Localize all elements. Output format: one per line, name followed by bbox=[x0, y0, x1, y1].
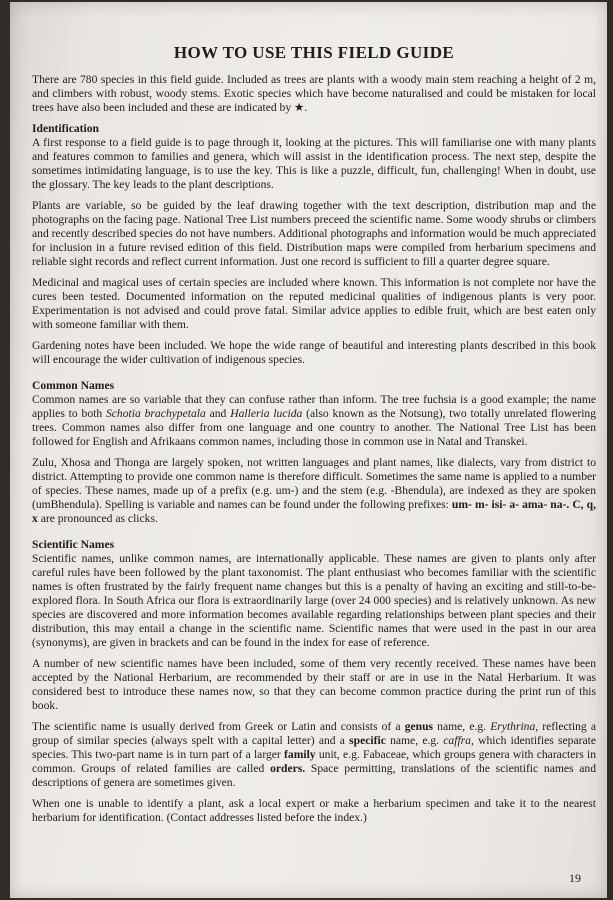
identification-paragraph-4: Gardening notes have been included. We hope the wide range of beautiful and interesting plants described in this book will encourage the wider cultivation of indigenous species. bbox=[32, 339, 596, 366]
scientific-names-paragraph-3 bbox=[32, 720, 596, 790]
identification-paragraph-1: A first response to a field guide is to page through it, looking at the pictures. This will familiarise one with many plants and features common to families and genera, which will assist in the identification process. The next step, despite the sometimes intimidating language, is to use the key. This is like a puzzle, difficult, fun, challenging! When in doubt, use the glossary. The key leads to the plant descriptions. bbox=[32, 136, 596, 191]
species-name: Schotia brachypetala bbox=[105, 407, 206, 420]
common-names-paragraph-2 bbox=[32, 456, 596, 526]
intro-paragraph: There are 780 species in this field guide. Included as trees are plants with a woody main stem reaching a height of 2 m, and climbers with robust, woody stems. Exotic species which have become naturalised and could be mistaken for local trees have also been included and these are indicated by ★. bbox=[32, 73, 596, 114]
term-orders: orders. bbox=[270, 762, 306, 775]
page-number: 19 bbox=[569, 871, 581, 885]
common-names-paragraph-1 bbox=[32, 393, 596, 449]
example-specific: caffra, bbox=[443, 734, 474, 747]
example-genus: Erythrina, bbox=[490, 720, 539, 733]
identification-paragraph-3: Medicinal and magical uses of certain species are included where known. This information is not complete nor have the cures been tested. Documented information on the reputed medicinal qualities of indigenous plants is very poor. Experimentation is not advised and could prove fatal. Similar advice applies to edible fruit, which are best eaten only with someone familiar with them. bbox=[32, 276, 596, 331]
text-run: and bbox=[205, 407, 231, 420]
text-run: unit, e.g. Fabaceae, which groups genera with characters in common. Groups of related families are called bbox=[32, 748, 596, 775]
identification-heading: Identification bbox=[32, 122, 99, 135]
text-run: reflecting a group of similar species (always spelt with a capital letter) and a bbox=[32, 720, 596, 747]
text-run: Zulu, Xhosa and Thonga are largely spoken, not written languages and plant names, like dialects, vary from district to district. Attempting to provide one common name is therefore difficult. Sometimes the same name is applied to a number of species. These names, made up of a prefix (e.g. um-) and the stem (e.g. -Bhendula), are indexed as they are spoken (umBhendula). Spelling is variable and names can be found under the following prefixes: bbox=[32, 456, 596, 511]
text-run: name, e.g. bbox=[433, 720, 491, 733]
text-run: Space permitting, translations of the scientific names and descriptions of genera are sometimes given. bbox=[32, 762, 596, 789]
scientific-names-paragraph-1: Scientific names, unlike common names, are internationally applicable. These names are given to plants only after careful rules have been followed by the plant taxonomist. The plant enthusiast who becomes familiar with the scientific names is often frustrated by the fairly frequent name changes but this is a penalty of having an exciting and still-to-be-explored flora. In South Africa our flora is extraordinarily large (over 24 000 species) and is relatively unknown. As new species are discovered and more information becomes available regarding relationships between plant species and their distribution, this may entail a change in the scientific name. Scientific names that were used in the past in our area (synonyms), are given in brackets and can be found in the index for ease of reference. bbox=[32, 552, 596, 649]
text-run: are pronounced as clicks. bbox=[37, 512, 158, 525]
text-run: Common names are so variable that they can confuse rather than inform. The tree fuchsia is a good example; the name applies to both bbox=[32, 393, 596, 420]
term-genus: genus bbox=[404, 720, 434, 733]
text-run: (also known as the Notsung), two totally unrelated flowering trees. Common names also differ from one language and one country to another. The National Tree List has been followed for English and Afrikaans common names, including those in common use in Natal and Transkei. bbox=[32, 407, 597, 448]
page-title: HOW TO USE THIS FIELD GUIDE bbox=[173, 43, 455, 62]
species-name: Halleria lucida bbox=[230, 407, 303, 420]
page-content bbox=[32, 43, 597, 832]
text-run: name, e.g. bbox=[385, 734, 444, 747]
text-run: The scientific name is usually derived from Greek or Latin and consists of a bbox=[32, 720, 405, 733]
term-family: family bbox=[284, 748, 316, 761]
prefix-list: um- m- isi- a- ama- na-. C, q, x bbox=[32, 498, 596, 525]
term-specific: specific bbox=[349, 734, 386, 747]
scientific-names-paragraph-4: When one is unable to identify a plant, ask a local expert or make a herbarium specimen and take it to the nearest herbarium for identification. (Contact addresses listed before the index.) bbox=[32, 797, 596, 824]
text-run: which identifies separate species. This two-part name is in turn part of a larger bbox=[32, 734, 596, 761]
scientific-names-heading: Scientific Names bbox=[32, 538, 115, 551]
identification-paragraph-2: Plants are variable, so be guided by the leaf drawing together with the text description, distribution map and the photographs on the facing page. National Tree List numbers preceed the scientific name. Some woody shrubs or climbers and recently described species do not have numbers. Additional photographs and information would be much appreciated for inclusion in a future revised edition of this field. Distribution maps were compiled from herbarium specimens and reliable sight records and reflect current information. Just one record is sufficient to fill a quarter degree square. bbox=[32, 199, 596, 268]
scientific-names-paragraph-2: A number of new scientific names have been included, some of them very recently received. These names have been accepted by the National Herbarium, are recommended by their staff or are in use in the Natal Herbarium. It was considered best to introduce these names now, so that they can become common practice during the print run of this book. bbox=[32, 657, 596, 712]
common-names-heading: Common Names bbox=[32, 379, 115, 392]
book-page bbox=[10, 2, 607, 898]
